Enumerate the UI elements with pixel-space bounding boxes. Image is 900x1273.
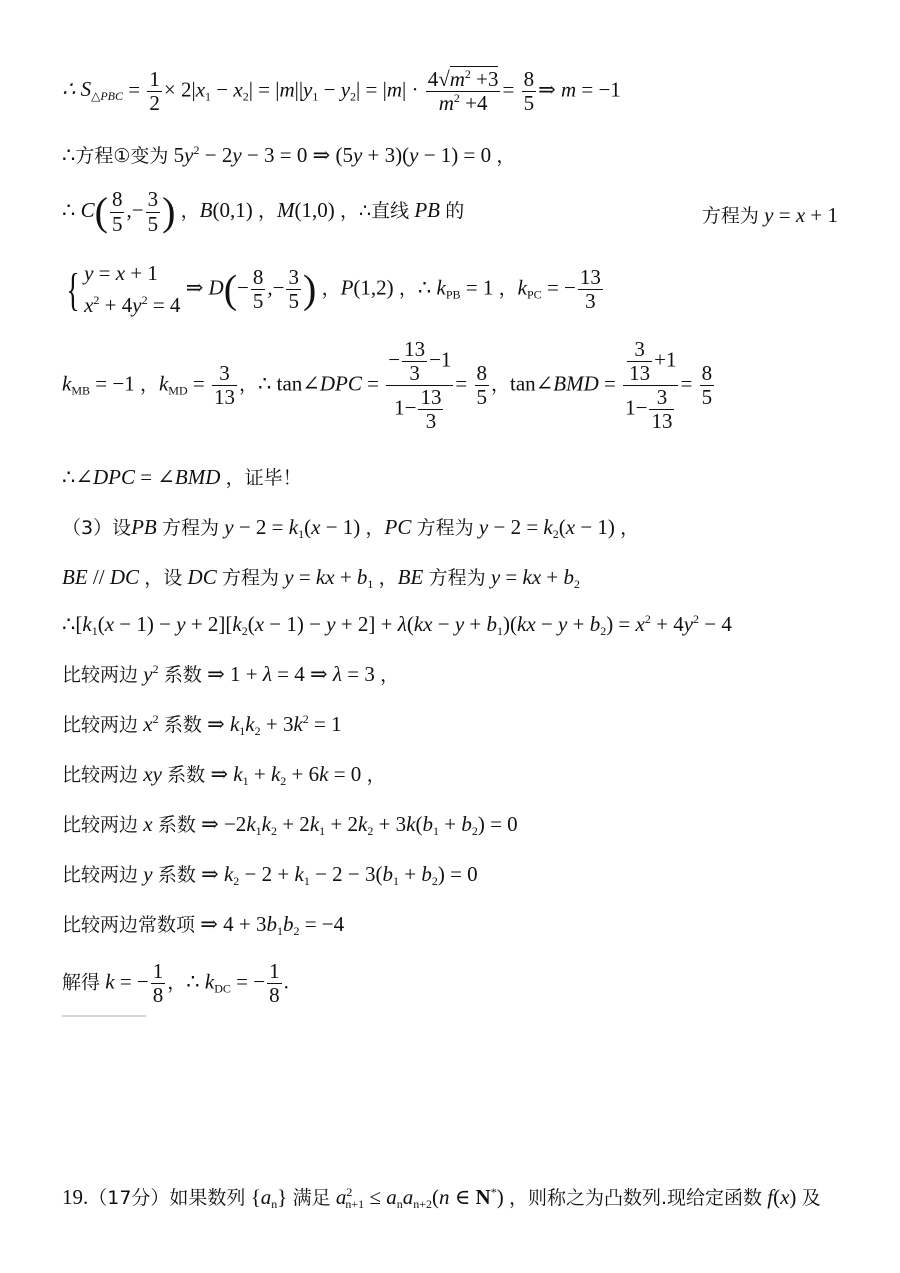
coef-constant: 比较两边常数项 ⇒ $4 + 3b_1b_2 = -4$	[62, 912, 345, 938]
points-c-b-m: ∴ C( $\frac{8}{5}$ ,− $\frac{3}{5}$ ) ，B(0,1) ，M(1,0) ，∴直线 PB 的	[62, 187, 465, 236]
coef-y: 比较两边 y 系数 ⇒ $k_2 - 2 + k_1 - 2 - 3(b_1 + b_2) = 0$	[62, 862, 478, 888]
coef-x: 比较两边 x 系数 ⇒ $-2k_1k_2 + 2k_1 + 2k_2 + 3k(b_1 + b_2) = 0$	[62, 812, 518, 838]
tangent-calculation: $k_{MB} = -1$ ，$k_{MD}$ = $\frac{3}{13}$ ，∴ tan∠DPC = − $\frac{13}{3}$ −1 1− $\frac{13}{3}$ = $\frac{8}{5}$ ，tan∠BMD = $\frac{3}{13}$ +1 1− $\frac{3}{13}$ = $\frac{8}{5}$	[62, 337, 713, 434]
equation-area-pbc: ∴ $S_{\triangle PBC}$ = $\frac{1}{2}$ × $2|x_1 - x_2| = |m||y_1 - y_2| = |m|$ · $\frac{4√m^2 +3}{m^2 +4}$ = $\frac{8}{5}$ ⇒ m = −1	[62, 67, 621, 116]
conic-combination: $\therefore[k_1(x - 1) - y + 2][k_2(x - 1) - y + 2] + \lambda(kx - y + b_1)(kx - y + b_2) = x^2 + 4y^2 - 4$	[62, 612, 732, 638]
system-d-p: { y = x + 1 $x^2 + 4y^2 = 4$ ⇒ D(− $\frac{8}{5}$ ,− $\frac{3}{5}$ ) ，P(1,2) ，∴ $k_{PB} = 1$ ，$k_{PC}$ = − $\frac{13}{3}$	[66, 261, 601, 317]
solution-k: 解得 k = − $\frac{1}{8}$ ，∴ $k_{DC}$ = − $\frac{1}{8}$ .	[62, 959, 289, 1008]
coef-xy: 比较两边 xy 系数 ⇒ $k_1 + k_2 + 6k = 0$ ，	[62, 762, 386, 788]
coef-x2: 比较两边 $x^2$ 系数 ⇒ $k_1k_2 + 3k^2 = 1$	[62, 712, 342, 738]
coef-y2: 比较两边 $y^2$ 系数 ⇒ 1 + λ = 4 ⇒ λ = 3 ，	[62, 662, 400, 686]
part3-setup: （3）设PB 方程为 $y - 2 = k_1(x - 1)$ ，PC 方程为 $y - 2 = k_2(x - 1)$ ，	[62, 515, 640, 541]
question-19: 19.（17分）如果数列 $\{a_n\}$ 满足 $a^2_{n+1} \le a_na_{n+2}(n$ ∈ N*) ，则称之为凸数列.现给定函数 f(x) 及	[62, 1185, 821, 1211]
be-dc-parallel: BE // DC ，设 DC 方程为 y = kx + $b_1$ ，BE 方程为 y = kx + $b_2$	[62, 565, 581, 591]
line-pb-equation: 方程为 y = x + 1	[701, 203, 838, 227]
divider	[62, 1015, 146, 1017]
proof-conclusion: ∴∠DPC = ∠BMD ，证毕！	[62, 465, 302, 489]
equation-substitution: ∴方程①变为 $5y^2 - 2y - 3 = 0$ ⇒ (5y + 3)(y − 1) = 0 ，	[62, 143, 516, 167]
